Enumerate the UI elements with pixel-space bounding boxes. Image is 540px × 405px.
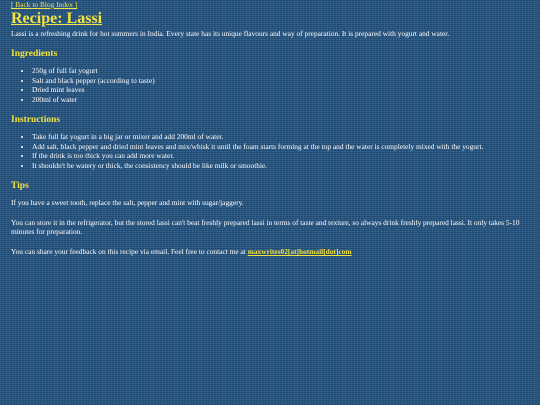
instruction-step: • Add salt, black pepper and dried mint leaves and mix/whisk it until the foam starts forming at the top and the water is completely mixed with the yogurt. (32, 142, 529, 152)
ingredients-list (11, 66, 529, 105)
instructions-list (11, 132, 529, 171)
feedback-text: You can share your feedback on this recipe via email. Feel free to contact me at (11, 246, 248, 256)
instruction-step: • Take full fat yogurt in a big jar or mixer and add 200ml of water. (32, 132, 529, 142)
page-title: Recipe: Lassi (11, 9, 103, 27)
ingredient-item: • 200ml of water (32, 95, 529, 105)
ingredient-item: • Salt and black pepper (according to taste) (32, 76, 529, 86)
instruction-step: • If the drink is too thick you can add more water. (32, 151, 529, 161)
tips-section (11, 198, 529, 257)
ingredients-heading: Ingredients (11, 48, 58, 59)
ingredient-item: • Dried mint leaves (32, 85, 529, 95)
email-link[interactable]: maxwrites02[at]hotmail[dot]com (247, 246, 352, 256)
feedback-paragraph (11, 247, 529, 257)
tip-paragraph: You can store it in the refrigerator, but the stored lassi can't beat freshly prepared lassi in terms of taste and texture, so always drink freshly prepared lassi. It only takes 5-10 minutes for preparation. (11, 217, 520, 237)
tips-heading: Tips (11, 180, 29, 191)
instruction-step: • It shouldn't be watery or thick, the consistency should be like milk or smoothie. (32, 161, 529, 171)
recipe-intro: Lassi is a refreshing drink for hot summers in India. Every state has its unique flavours and way of preparation. It is prepared with yogurt and water. (11, 29, 450, 39)
instructions-heading: Instructions (11, 114, 61, 125)
tip-paragraph: If you have a sweet tooth, replace the salt, pepper and mint with sugar/jaggery. (11, 197, 244, 207)
back-to-blog-index-link[interactable]: [ Back to Blog Index ] (11, 0, 78, 9)
ingredient-item: • 250g of full fat yogurt (32, 66, 529, 76)
